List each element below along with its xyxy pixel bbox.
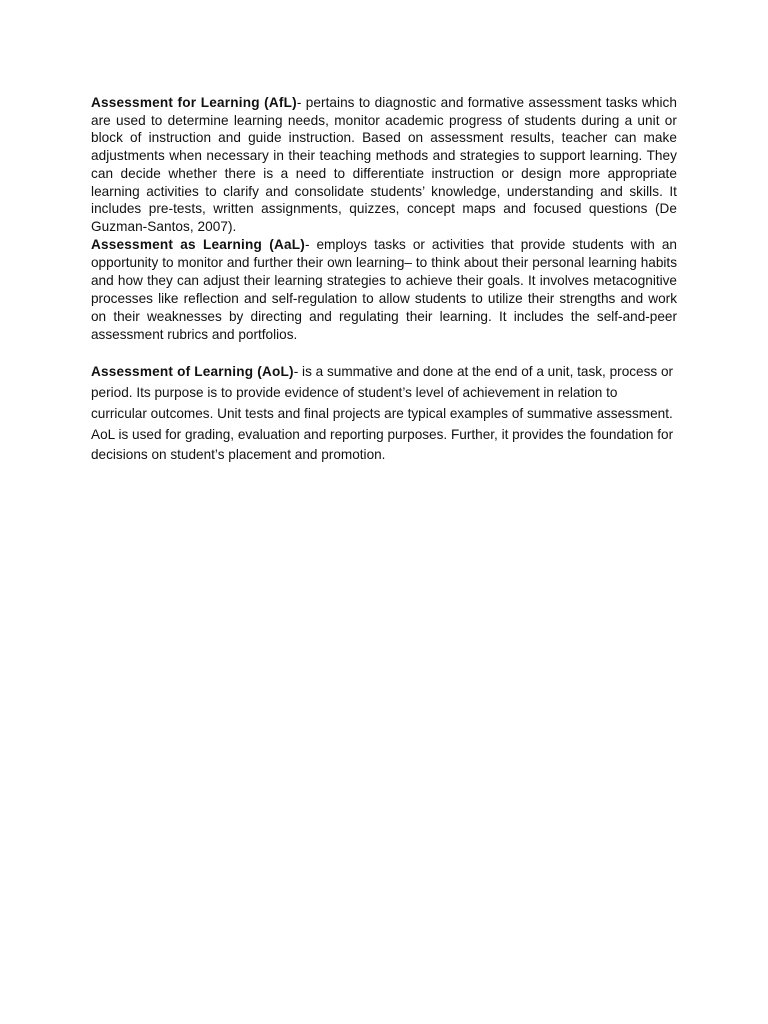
paragraph-aol xyxy=(91,362,677,466)
term-afl: Assessment for Learning (AfL) xyxy=(91,95,297,110)
document-body xyxy=(91,94,677,466)
paragraph-aal xyxy=(91,236,677,345)
term-aol: Assessment of Learning (AoL) xyxy=(91,364,294,380)
definition-aal: - employs tasks or activities that provide students with an opportunity to monitor and further their own learning– to think about their personal learning habits and how they can adjust their learning strategies to achieve their goals. It involves metacognitive processes like reflection and self-regulation to allow students to utilize their strengths and work on their weaknesses by directing and regulating their learning. It includes the self-and-peer assessment rubrics and portfolios. xyxy=(91,236,677,343)
definition-aol: - is a summative and done at the end of a unit, task, process or period. Its purpose is to provide evidence of student’s level of achievement in relation to curricular outcomes. Unit tests and final projects are typical examples of summative assessment. AoL is used for grading, evaluation and reporting purposes. Further, it provides the foundation for decisions on student’s placement and promotion. xyxy=(91,364,674,463)
paragraph-afl xyxy=(91,94,677,236)
term-aal: Assessment as Learning (AaL) xyxy=(91,236,305,252)
definition-afl: - pertains to diagnostic and formative assessment tasks which are used to determine learning needs, monitor academic progress of students during a unit or block of instruction and guide instruction. Based on assessment results, teacher can make adjustments when necessary in their teaching methods and strategies to support learning. They can decide whether there is a need to differentiate instruction or design more appropriate learning activities to clarify and consolidate students’ knowledge, understanding and skills. It includes pre-tests, written assignments, quizzes, concept maps and focused questions (De Guzman-Santos, 2007). xyxy=(91,95,678,234)
